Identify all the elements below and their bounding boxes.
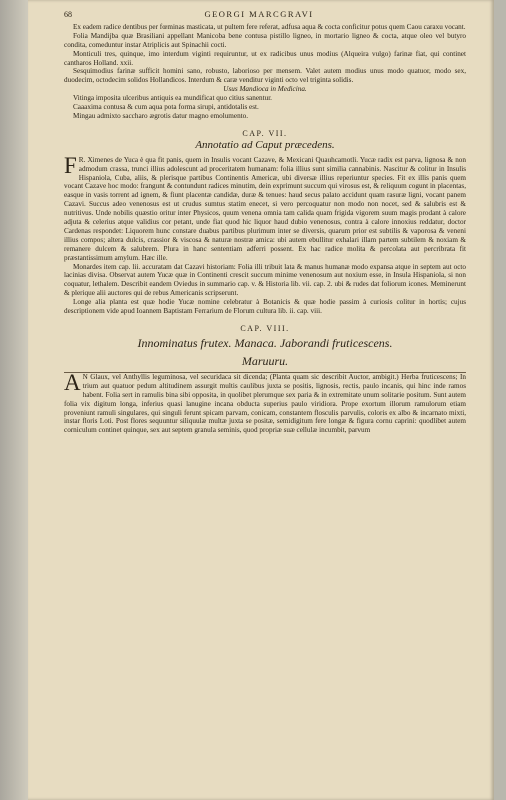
chapter-8-title-line-2: Maruuru. (241, 353, 289, 368)
page-header (64, 10, 466, 20)
intro-paragraph-4: Sesquimodius farinæ sufficit homini sano, robusto, laborioso per mensem. Valet autem modius unus modo quatuor, modo sex, duodecim, octodecim solidos Hollandicos. Interdum & caræ venditur viginti octo vel triginta solidis. (64, 67, 466, 85)
chapter-8-title-line-1: Innominatus frutex. Manaca. Jaborandi fruticescens. (137, 335, 393, 350)
chapter-7-paragraph-3: Longe alia planta est quæ hodie Yucæ nomine celebratur à Botanicis & quæ hodie passim à curiosis colitur in hortis; cujus descriptionem vide apud Ioannem Baptistam Ferrarium de Florum cultura lib. ii. cap. viii. (64, 298, 466, 316)
book-gutter (0, 0, 28, 800)
usus-paragraph-3: Mingau admixto saccharo ægrotis datur magno emolumento. (73, 111, 249, 120)
page-text (64, 10, 466, 435)
page-number: 68 (64, 10, 72, 19)
usus-paragraph-2: Caaaxima contusa & cum aqua pota forma sirupi, antidotalis est. (73, 103, 259, 112)
chapter-7-paragraph-1 (64, 152, 466, 263)
running-title: GEORGI MARCGRAVI (204, 9, 314, 19)
book-page (28, 0, 494, 800)
usus-paragraph-1: Vitinga imposita ulceribus antiquis ea mundificat quo citius sanentur. (73, 94, 272, 103)
dropcap-f: F (64, 152, 77, 178)
chapter-7-title: Annotatio ad Caput præcedens. (195, 138, 335, 151)
usus-subheading: Usus Mandioca in Medicina. (223, 85, 307, 94)
chapter-8-paragraph-1-text: N Glaux, vel Anthyllis leguminosa, vel securidaca sit dicenda; (Planta quam sic describit Auctor, ambigit.) Herba fruticescens; In trium aut quatuor pedum altitudinem assurgit multis caulibus juxta se positis, lignosis, rectis, paulo incanis, qui hinc inde ramos habent. Folia sert in ramulis bina sibi opposita, in quolibet plerumque sex paria & in extremitate unum solitarie positum. Sunt autem folia vix digitum longa, inferius quasi lanugine incana obducta superius paulo viridiora. Prope exortum illorum ramulorum etiam proveniunt ramuli singulares, qui singuli ferunt spicam parvam, conicam, constantem flosculis parvulis, coloris ex albo & incarnato mixti, instar floris Loti. Post flores sequuntur siliquulæ multæ juxta se positæ, semidigitum fere longæ & figura cornu caprini: quodlibet autem corniculum continet quinque, sex aut septem granula seminis, quod propriæ suæ cellulæ incumbit, parvum (64, 372, 466, 435)
intro-paragraph-2: Folia Mandijba quæ Brasiliani appellant Manicoba bene contusa pistillo ligneo, in mortario ligneo & cocta, atque oleo vel butyro condita, comeduntur instar Atriplicis aut Spinachii cocti. (64, 31, 466, 49)
chapter-8-paragraph-1 (64, 369, 466, 435)
chapter-8-label: CAP. VIII. (240, 324, 290, 333)
chapter-7-paragraph-1-text: R. Ximenes de Yuca è qua fit panis, quem in Insulis vocant Cazave, & Mexicani Quauhcamotli. Yucæ radix est parva, lignosa & non admodum crassa, trunci illius adolescunt ad proceritatem humanam: folia illius sunt similia cannabinis. Nascitur & colitur in Insulis Hispaniola, Cuba, aliis, & plerisque partibus Continentis Americæ, ubi diversæ illius reperiuntur species. Fit ex illis panis quem vocant Cazave hoc modo: frangunt & contundunt radices minutim, dein exprimunt succum qui virosus est, & reliquum cogunt in placentas, easque in vasis torrent ad ignem, & fiunt placentæ candidæ, duræ & tenues: haud secus palato accidunt quam rasuræ ligni, vocant panem Cazavi. Succus adeo venenosus est ut crudus sumtus statim enecet, si vero percoquatur non modo non nocet, sed & salubris est & nutritivus. Unde nobilis quæstio oritur inter Physicos, quum venena omnia tam calida quam frigida vigorem suum magis prodant à calore adjuta & celerius atque validius cor petant, unde fiat quod hic liquor haud dubio venenosus, contra à calore innoxius reddatur, doctor Cardenas respondet: Liquorem hunc constare duabus partibus plurimum inter se diversis, quarum prior est subtilis & vaporosa & veneni illius compos; altera dulcis, crassior & viscosa & naturæ nostræ amica: ubi autem ebullitur exhalari illam partem subtilem & noxiam & remanere dulcem & salubrem. Plura in hanc sententiam adferri possent. Ex hac radice molita & percolata aut percribrata fit præstantissimum amylum. Hæc ille. (64, 155, 466, 262)
dropcap-a: A (64, 369, 81, 395)
intro-paragraph-3: Monticuli tres, quinque, imo interdum viginti requiruntur, ut ex radicibus unus modius (Alqueira vulgo) farinæ fiat, qui continet cantharos Holland. xxii. (64, 49, 466, 67)
chapter-7-paragraph-2: Monardes item cap. lii. accuratam dat Cazavi historiam: Folia illi tribuit lata & manus humanæ modo expansa atque in septem aut octo lacinias divisa. Observat autem Yucæ quæ in Continenti crescit succum minime venenosum aut noxium esse, in Insula Hispaniola, si non coquatur, lethalem. Describit eandem Oviedus in summario cap. v. & Historia lib. vii. cap. 2. ubi & rudes dat foliorum icones. Meminerunt & plerique alii auctores qui de rebus Americanis scripserunt. (64, 262, 466, 298)
intro-paragraph-1: Ex eadem radice dentibus per fœminas masticata, ut pultem fere referat, adfusa aqua & cocta conficitur potus quem Caou caraxu vocant. (73, 22, 466, 31)
chapter-7-label: CAP. VII. (242, 128, 288, 138)
